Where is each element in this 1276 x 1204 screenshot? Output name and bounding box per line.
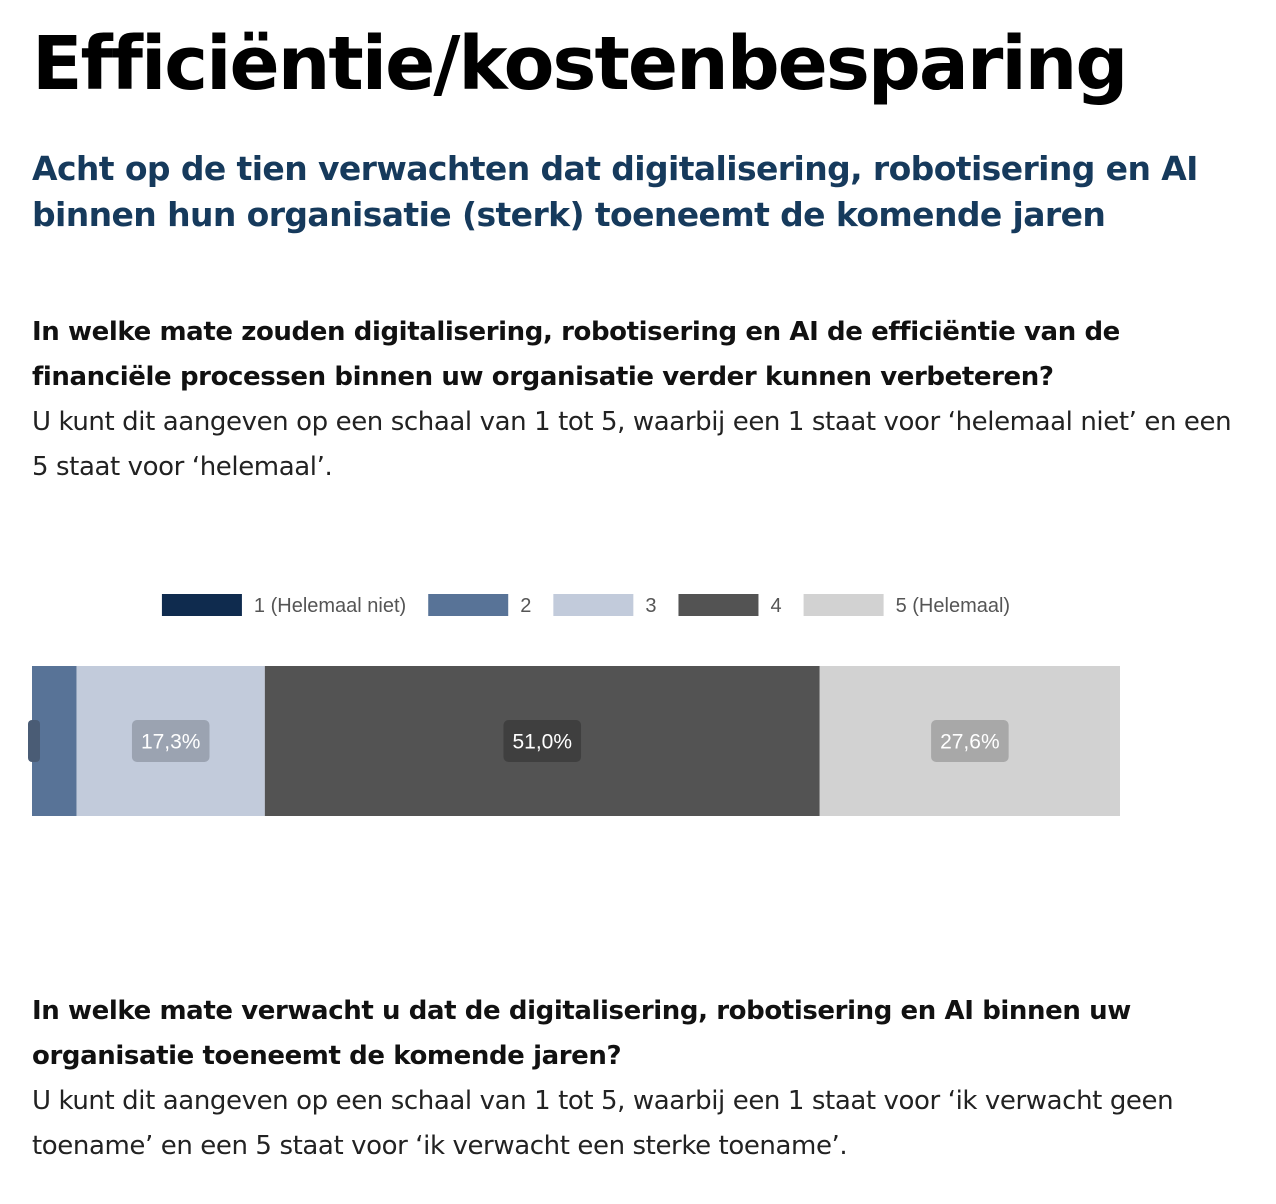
page-subtitle: Acht op de tien verwachten dat digitalisering, robotisering en AI binnen hun organisatie (sterk) toeneemt de komende jaren bbox=[32, 149, 1198, 234]
legend-label-1-helemaal-niet: 1 (Helemaal niet) bbox=[253, 595, 407, 617]
stacked-bar-chart bbox=[0, 560, 1276, 860]
data-label-4: 51,0% bbox=[512, 730, 573, 754]
question-1 bbox=[32, 310, 1247, 490]
legend-label-5-helemaal: 5 (Helemaal) bbox=[895, 595, 1011, 617]
legend-label-4: 4 bbox=[770, 595, 782, 617]
legend-swatch-1-helemaal-niet bbox=[162, 594, 242, 616]
chart-legend bbox=[162, 594, 1010, 617]
data-label-box-clipped bbox=[28, 720, 40, 762]
legend-label-3: 3 bbox=[645, 595, 657, 617]
data-label-5-helemaal: 27,6% bbox=[940, 730, 1000, 754]
legend-swatch-2 bbox=[428, 594, 508, 616]
question-1-scale-explanation: U kunt dit aangeven op een schaal van 1 tot 5, waarbij een 1 staat voor ‘helemaal niet’ en een 5 staat voor ‘helemaal’. bbox=[32, 407, 1232, 482]
data-label-3: 17,3% bbox=[140, 730, 201, 754]
legend-swatch-5-helemaal bbox=[804, 594, 884, 616]
question-1-text: In welke mate zouden digitalisering, robotisering en AI de efficiëntie van de financiële processen binnen uw organisatie verder kunnen verbeteren? bbox=[32, 317, 1120, 392]
legend-label-2: 2 bbox=[520, 595, 532, 617]
question-2-scale-explanation: U kunt dit aangeven op een schaal van 1 tot 5, waarbij een 1 staat voor ‘ik verwacht geen toename’ en een 5 staat voor ‘ik verwacht een sterke toename’. bbox=[32, 1086, 1174, 1161]
question-2 bbox=[32, 989, 1247, 1169]
legend-swatch-4 bbox=[678, 594, 758, 616]
page-title: Efficiëntie/kostenbesparing bbox=[32, 21, 1127, 107]
question-2-text: In welke mate verwacht u dat de digitalisering, robotisering en AI binnen uw organisatie toeneemt de komende jaren? bbox=[32, 996, 1131, 1071]
legend-swatch-3 bbox=[553, 594, 633, 616]
